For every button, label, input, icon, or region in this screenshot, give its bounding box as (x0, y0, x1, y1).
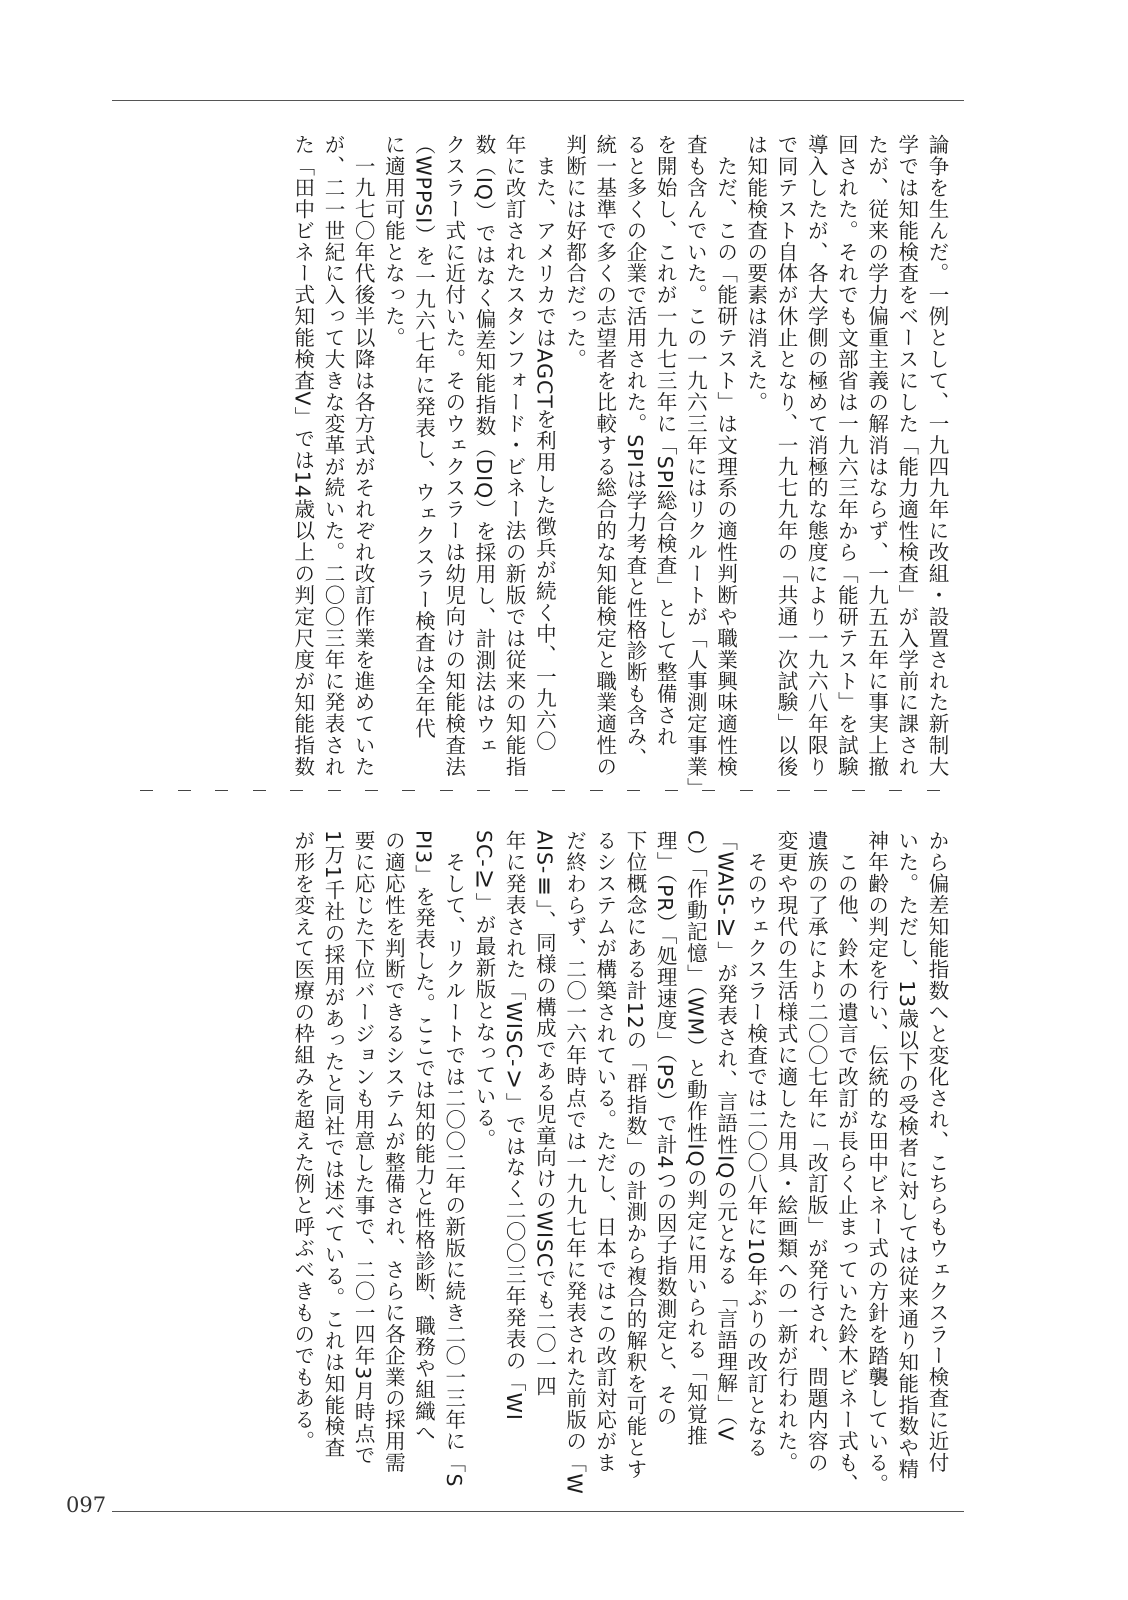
separator-dash (665, 790, 678, 791)
text-line: の適応性を判断できるシステムが整備され、さらに各企業の採用需 (381, 830, 406, 1474)
separator-dash (740, 790, 753, 791)
lower-text-block (128, 830, 952, 1495)
separator-dash (402, 790, 415, 791)
text-line: C）「作動記憶」（WM）と動作性IQの判定に用いられる「知覚推 (683, 830, 708, 1447)
separator-dash (852, 790, 865, 791)
text-line: 年に改訂されたスタンフォード・ビネー法の新版では従来の知能指 (502, 134, 527, 778)
text-line: を開始し、これが一九七三年に「SPI総合検査」として整備され (653, 134, 678, 748)
text-line: ると多くの企業で活用された。SPIは学力考査と性格診断も含み、 (622, 134, 647, 769)
text-line: 遺族の了承により二〇〇七年に「改訂版」が発行され、問題内容の (804, 830, 829, 1474)
text-line: が、二一世紀に入って大きな変革が続いた。二〇〇三年に発表され (320, 134, 345, 778)
text-line: この他、鈴木の遺言で改訂が長らく止まっていた鈴木ビネー式も、 (834, 830, 859, 1495)
separator-dash (477, 790, 490, 791)
separator-dash (140, 790, 153, 791)
separator-dash (702, 790, 715, 791)
separator-dash (627, 790, 640, 791)
text-line: （WPPSI）を一九六七年に発表し、ウェクスラー検査は全年代 (411, 134, 436, 740)
text-line: 神年齢の判定を行い、伝統的な田中ビネー式の方針を踏襲している。 (864, 830, 889, 1495)
text-line: PI3」を発表した。ここでは知的能力と性格診断、職務や組織へ (411, 830, 436, 1444)
text-line: AIS-Ⅲ」、同様の構成である児童向けのWISCでも二〇一四 (532, 830, 557, 1397)
upper-text-block (128, 134, 952, 799)
text-line: だ終わらず、二〇一六年時点では一九九七年に発表された前版の「W (562, 830, 587, 1495)
text-line: 論争を生んだ。一例として、一九四九年に改組・設置された新制大 (925, 134, 949, 778)
text-line: 「WAIS-Ⅳ」が発表され、言語性IQの元となる「言語理解」（V (713, 830, 738, 1442)
text-line: た「田中ビネー式知能検査V」では14歳以上の判定尺度が知能指数 (290, 134, 315, 778)
text-line: 下位概念にある計12の「群指数」の計測から複合的解釈を可能とす (622, 830, 647, 1481)
text-line: 1万1千社の採用があったと同社では述べている。これは知能検査 (320, 830, 345, 1459)
text-line: 一九七〇年代後半以降は各方式がそれぞれ改訂作業を進めていた (351, 134, 376, 778)
text-line: SC-Ⅳ」が最新版となっている。 (471, 830, 496, 1150)
separator-dash (253, 790, 266, 791)
text-line: 導入したが、各大学側の極めて消極的な態度により一九六八年限り (804, 134, 829, 778)
text-line: るシステムが構築されている。ただし、日本ではこの改訂対応がま (592, 830, 617, 1474)
separator-dash (365, 790, 378, 791)
separator-dash (814, 790, 827, 791)
text-line: 学では知能検査をベースにした「能力適性検査」が入学前に課され (894, 134, 919, 778)
separator-dash (515, 790, 528, 791)
text-line: 理」（PR）「処理速度」（PS）で計4つの因子指数測定と、その (653, 830, 678, 1427)
text-line: そして、リクルートでは二〇〇二年の新版に続き二〇一三年に「S (441, 830, 466, 1488)
separator-dash (328, 790, 341, 791)
separator-dash (927, 790, 940, 791)
text-line: また、アメリカではAGCTを利用した徴兵が続く中、一九六〇 (532, 134, 557, 752)
text-line: 判断には好都合だった。 (562, 134, 587, 370)
text-line: 査も含んでいた。この一九六三年にはリクルートが「人事測定事業」 (683, 134, 708, 799)
text-line: そのウェクスラー検査では二〇〇八年に10年ぶりの改訂となる (743, 830, 768, 1459)
text-line: ただ、この「能研テスト」は文理系の適性判断や職業興味適性検 (713, 134, 738, 778)
section-separator (128, 790, 952, 796)
footer-rule (112, 1511, 964, 1512)
separator-dash (889, 790, 902, 791)
text-line: クスラー式に近付いた。そのウェクスラーは幼児向けの知能検査法 (441, 134, 466, 778)
text-line: 要に応じた下位バージョンも用意した事で、二〇一四年3月時点で (351, 830, 376, 1467)
text-line: が形を変えて医療の枠組みを超えた例と呼ぶべきものでもある。 (290, 830, 315, 1453)
separator-dash (552, 790, 565, 791)
text-line: 変更や現代の生活様式に適した用具・絵画類への一新が行われた。 (773, 830, 798, 1474)
separator-dash (440, 790, 453, 791)
text-line: は知能検査の要素は消えた。 (743, 134, 768, 413)
separator-dash (215, 790, 228, 791)
text-line: 年に発表された「WISC-Ⅴ」ではなく二〇〇三年発表の「WI (502, 830, 527, 1421)
text-line: に適用可能となった。 (381, 134, 406, 349)
text-line: で同テスト自体が休止となり、一九七九年の「共通一次試験」以後 (773, 134, 798, 778)
header-rule (112, 100, 964, 101)
separator-dash (290, 790, 303, 791)
text-line: 数（IQ）ではなく偏差知能指数（DIQ）を採用し、計測法はウェ (471, 134, 496, 757)
text-line: いた。ただし、13歳以下の受検者に対しては従来通り知能指数や精 (894, 830, 919, 1481)
text-line: 回された。それでも文部省は一九六三年から「能研テスト」を試験 (834, 134, 859, 778)
text-line: たが、従来の学力偏重主義の解消はならず、一九五五年に事実上撤 (864, 134, 889, 778)
separator-dash (178, 790, 191, 791)
separator-dash (590, 790, 603, 791)
text-line: 統一基準で多くの志望者を比較する総合的な知能検定と職業適性の (592, 134, 617, 778)
page-number: 097 (66, 1493, 107, 1517)
separator-dash (777, 790, 790, 791)
text-line: から偏差知能指数へと変化され、こちらもウェクスラー検査に近付 (925, 830, 949, 1474)
